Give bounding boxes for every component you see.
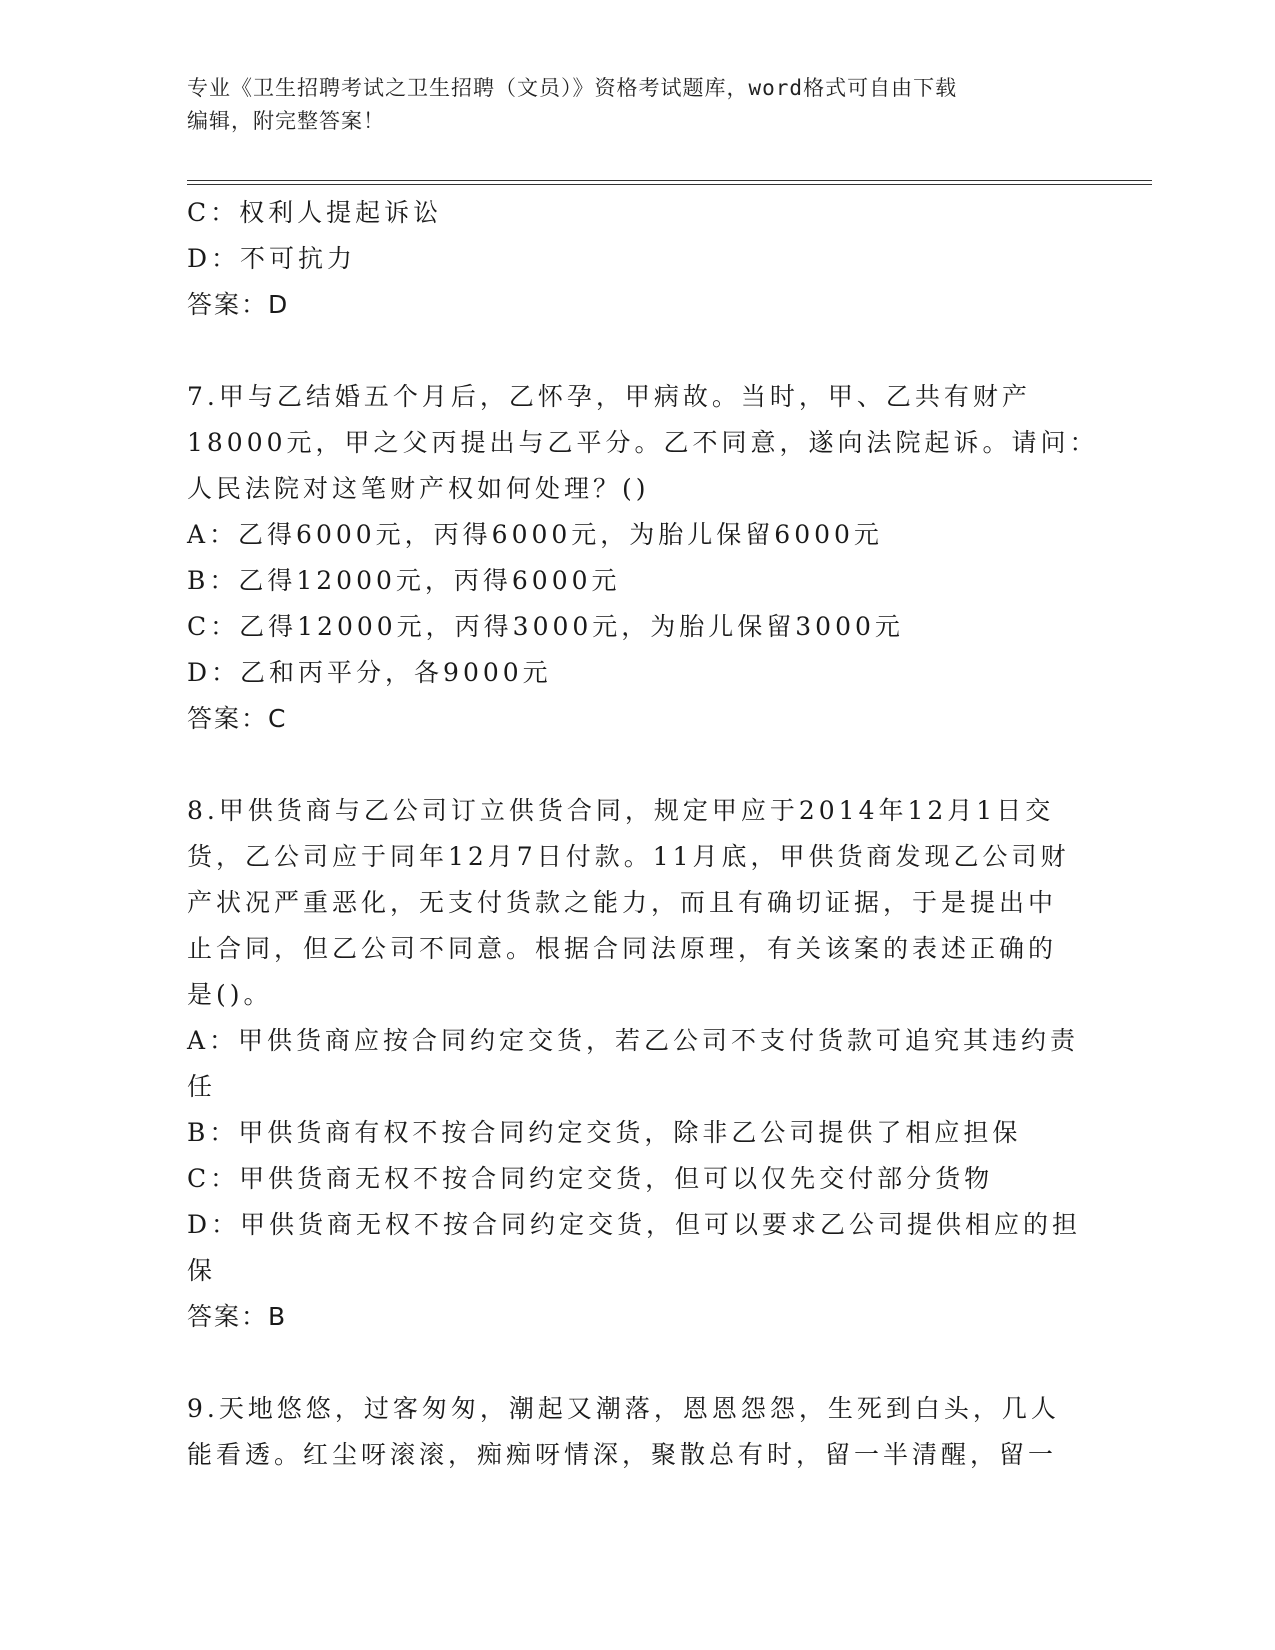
option-d: D：甲供货商无权不按合同约定交货，但可以要求乙公司提供相应的担 (187, 1210, 1082, 1239)
answer-line: 答案：B (187, 1302, 288, 1331)
spacer (187, 328, 1087, 374)
question-7 (187, 374, 1099, 742)
header-rule-top (187, 180, 1152, 181)
document-header (187, 72, 1087, 138)
option-d: D：不可抗力 (187, 244, 357, 273)
answer-line: 答案：D (187, 290, 290, 319)
document-body (187, 190, 1099, 1478)
question-stem-line: 产状况严重恶化，无支付货款之能力，而且有确切证据，于是提出中 (187, 888, 1058, 917)
answer-line: 答案：C (187, 704, 288, 733)
question-stem-line: 9.天地悠悠，过客匆匆，潮起又潮落，恩恩怨怨，生死到白头，几人 (187, 1394, 1060, 1423)
option-c: C：乙得12000元，丙得3000元，为胎儿保留3000元 (187, 612, 904, 641)
option-d-continued: 保 (187, 1256, 217, 1285)
option-a: A：甲供货商应按合同约定交货，若乙公司不支付货款可追究其违约责 (187, 1026, 1080, 1055)
question-stem-line: 货，乙公司应于同年12月7日付款。11月底，甲供货商发现乙公司财 (187, 842, 1070, 871)
question-stem-line: 8.甲供货商与乙公司订立供货合同，规定甲应于2014年12月1日交 (187, 796, 1055, 825)
option-c: C：权利人提起诉讼 (187, 198, 443, 227)
spacer (187, 742, 1087, 788)
spacer (187, 1340, 1087, 1386)
question-stem-line: 能看透。红尘呀滚滚，痴痴呀情深，聚散总有时，留一半清醒，留一 (187, 1440, 1058, 1469)
option-a-continued: 任 (187, 1072, 217, 1101)
header-rule-bottom (187, 184, 1152, 185)
question-stem-line: 是()。 (187, 980, 273, 1009)
question-stem-line: 7.甲与乙结婚五个月后，乙怀孕，甲病故。当时，甲、乙共有财产 (187, 382, 1031, 411)
option-b: B：乙得12000元，丙得6000元 (187, 566, 621, 595)
option-a: A：乙得6000元，丙得6000元，为胎儿保留6000元 (187, 520, 883, 549)
option-d: D：乙和丙平分，各9000元 (187, 658, 552, 687)
previous-question-tail (187, 190, 1087, 328)
question-9 (187, 1386, 1087, 1478)
option-b: B：甲供货商有权不按合同约定交货，除非乙公司提供了相应担保 (187, 1118, 1022, 1147)
option-c: C：甲供货商无权不按合同约定交货，但可以仅先交付部分货物 (187, 1164, 994, 1193)
question-stem-line: 18000元，甲之父丙提出与乙平分。乙不同意，遂向法院起诉。请问： (187, 428, 1099, 457)
header-line-2: 编辑，附完整答案！ (187, 109, 385, 133)
question-stem-line: 止合同，但乙公司不同意。根据合同法原理，有关该案的表述正确的 (187, 934, 1058, 963)
question-stem-line: 人民法院对这笔财产权如何处理？() (187, 474, 650, 503)
question-8 (187, 788, 1087, 1340)
header-line-1: 专业《卫生招聘考试之卫生招聘（文员）》资格考试题库，word格式可自由下载 (187, 76, 958, 100)
